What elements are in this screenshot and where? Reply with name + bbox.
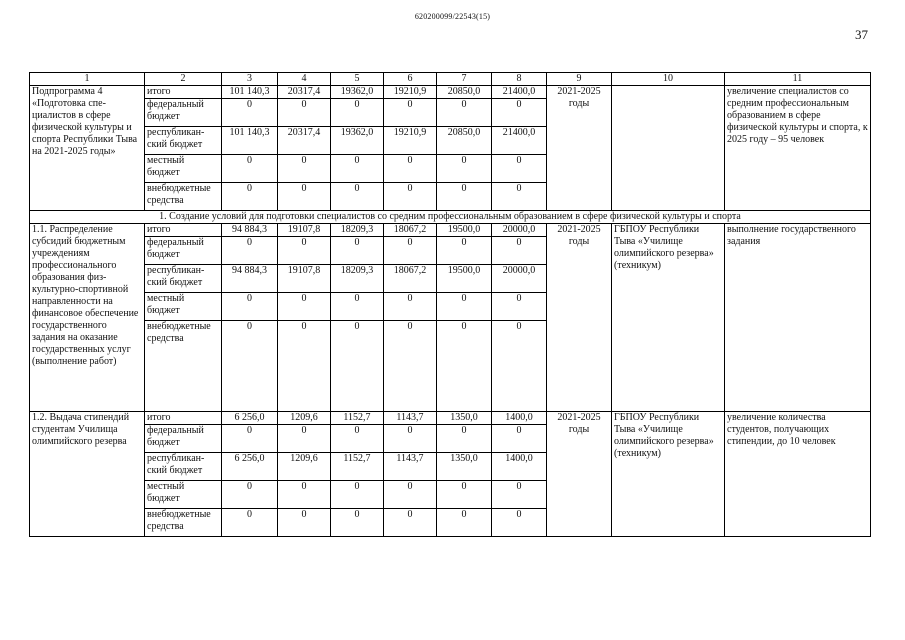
amount-cell: 0 [384, 237, 437, 265]
amount-cell: 0 [278, 321, 331, 412]
amount-cell: 21400,0 [492, 86, 547, 99]
amount-cell: 19362,0 [331, 127, 384, 155]
amount-cell: 0 [492, 481, 547, 509]
amount-cell: 0 [278, 183, 331, 211]
header-cell: 11 [725, 73, 871, 86]
header-cell: 5 [331, 73, 384, 86]
funding-source: итого [145, 224, 222, 237]
header-row [30, 73, 871, 86]
amount-cell: 0 [384, 509, 437, 537]
amount-cell: 1209,6 [278, 453, 331, 481]
amount-cell: 20000,0 [492, 224, 547, 237]
header-cell: 9 [547, 73, 612, 86]
amount-cell: 1152,7 [331, 412, 384, 425]
amount-cell: 20317,4 [278, 127, 331, 155]
executor-cell: ГБПОУ Республики Тыва «Училище олимпийского резерва» (техникум) [612, 224, 725, 412]
period-cell: 2021-2025 годы [547, 86, 612, 211]
amount-cell: 0 [492, 425, 547, 453]
amount-cell: 0 [437, 321, 492, 412]
amount-cell: 0 [222, 481, 278, 509]
amount-cell: 0 [331, 481, 384, 509]
amount-cell: 0 [278, 481, 331, 509]
amount-cell: 1143,7 [384, 412, 437, 425]
amount-cell: 0 [492, 99, 547, 127]
amount-cell: 0 [331, 99, 384, 127]
amount-cell: 0 [278, 155, 331, 183]
period-cell: 2021-2025 годы [547, 224, 612, 412]
funding-source: итого [145, 86, 222, 99]
funding-source: республиканский бюджет [145, 453, 222, 481]
amount-cell: 0 [437, 481, 492, 509]
amount-cell: 18209,3 [331, 265, 384, 293]
header-cell: 6 [384, 73, 437, 86]
funding-source: внебюджетные средства [145, 509, 222, 537]
activity-title: Подпрограмма 4 «Подготовка специалистов в сфере физической культуры и спорта Республики Тыва на 2021-2025 годы» [30, 86, 145, 211]
document-id: 620200099/22543(15) [414, 12, 491, 21]
program-table [29, 72, 871, 537]
amount-cell: 0 [437, 425, 492, 453]
amount-cell: 19107,8 [278, 265, 331, 293]
amount-cell: 0 [331, 509, 384, 537]
amount-cell: 0 [331, 237, 384, 265]
table-row [30, 224, 871, 237]
funding-source: федеральный бюджет [145, 425, 222, 453]
amount-cell: 0 [278, 237, 331, 265]
amount-cell: 0 [222, 425, 278, 453]
result-cell: увеличение специалистов со средним профессиональным образованием в сфере физической культуры и спорта, к 2025 году – 95 человек [725, 86, 871, 211]
amount-cell: 19210,9 [384, 127, 437, 155]
amount-cell: 0 [492, 183, 547, 211]
amount-cell: 0 [384, 99, 437, 127]
funding-source: местный бюджет [145, 155, 222, 183]
amount-cell: 1152,7 [331, 453, 384, 481]
amount-cell: 0 [222, 183, 278, 211]
amount-cell: 19107,8 [278, 224, 331, 237]
amount-cell: 19500,0 [437, 224, 492, 237]
table-body [30, 73, 871, 537]
amount-cell: 1143,7 [384, 453, 437, 481]
amount-cell: 20317,4 [278, 86, 331, 99]
amount-cell: 0 [384, 481, 437, 509]
funding-source: внебюджетные средства [145, 183, 222, 211]
amount-cell: 0 [492, 237, 547, 265]
amount-cell: 0 [492, 509, 547, 537]
amount-cell: 0 [384, 293, 437, 321]
amount-cell: 6 256,0 [222, 453, 278, 481]
amount-cell: 0 [492, 155, 547, 183]
amount-cell: 0 [492, 321, 547, 412]
amount-cell: 0 [492, 293, 547, 321]
funding-source: федеральный бюджет [145, 99, 222, 127]
result-cell: увеличение количества студентов, получающих стипендии, до 10 человек [725, 412, 871, 537]
amount-cell: 0 [437, 99, 492, 127]
amount-cell: 21400,0 [492, 127, 547, 155]
amount-cell: 19210,9 [384, 86, 437, 99]
amount-cell: 0 [222, 155, 278, 183]
amount-cell: 0 [437, 183, 492, 211]
header-cell: 4 [278, 73, 331, 86]
header-cell: 10 [612, 73, 725, 86]
amount-cell: 0 [331, 425, 384, 453]
amount-cell: 0 [437, 155, 492, 183]
amount-cell: 0 [222, 509, 278, 537]
header-cell: 8 [492, 73, 547, 86]
amount-cell: 0 [278, 99, 331, 127]
funding-source: федеральный бюджет [145, 237, 222, 265]
activity-title: 1.1. Распределение субсидий бюджетным учреждениям профессионального образования физкультурно-спортивной направленности на финансовое обеспечение государственного задания на оказание государственных услуг (выполнение работ) [30, 224, 145, 412]
amount-cell: 18209,3 [331, 224, 384, 237]
amount-cell: 0 [278, 509, 331, 537]
amount-cell: 101 140,3 [222, 86, 278, 99]
header-cell: 7 [437, 73, 492, 86]
amount-cell: 1350,0 [437, 453, 492, 481]
amount-cell: 0 [278, 293, 331, 321]
amount-cell: 0 [384, 183, 437, 211]
amount-cell: 1350,0 [437, 412, 492, 425]
section-row [30, 211, 871, 224]
amount-cell: 0 [331, 183, 384, 211]
period-cell: 2021-2025 годы [547, 412, 612, 537]
amount-cell: 0 [437, 293, 492, 321]
amount-cell: 101 140,3 [222, 127, 278, 155]
amount-cell: 94 884,3 [222, 265, 278, 293]
executor-cell: ГБПОУ Республики Тыва «Училище олимпийского резерва» (техникум) [612, 412, 725, 537]
amount-cell: 6 256,0 [222, 412, 278, 425]
funding-source: итого [145, 412, 222, 425]
amount-cell: 0 [222, 99, 278, 127]
funding-source: республиканский бюджет [145, 265, 222, 293]
funding-source: местный бюджет [145, 293, 222, 321]
amount-cell: 0 [384, 155, 437, 183]
amount-cell: 1400,0 [492, 412, 547, 425]
amount-cell: 20000,0 [492, 265, 547, 293]
amount-cell: 20850,0 [437, 127, 492, 155]
result-cell: выполнение государственного задания [725, 224, 871, 412]
amount-cell: 0 [222, 321, 278, 412]
amount-cell: 19362,0 [331, 86, 384, 99]
amount-cell: 18067,2 [384, 265, 437, 293]
amount-cell: 20850,0 [437, 86, 492, 99]
amount-cell: 1400,0 [492, 453, 547, 481]
section-title: 1. Создание условий для подготовки специалистов со средним профессиональным образованием в сфере физической культуры и спорта [30, 211, 871, 224]
header-cell: 2 [145, 73, 222, 86]
header-cell: 3 [222, 73, 278, 86]
page-number: 37 [855, 27, 868, 42]
amount-cell: 0 [331, 321, 384, 412]
amount-cell: 0 [437, 509, 492, 537]
amount-cell: 0 [222, 237, 278, 265]
funding-source: местный бюджет [145, 481, 222, 509]
amount-cell: 0 [384, 321, 437, 412]
amount-cell: 19500,0 [437, 265, 492, 293]
amount-cell: 0 [331, 155, 384, 183]
executor-cell [612, 86, 725, 211]
funding-source: республиканский бюджет [145, 127, 222, 155]
amount-cell: 0 [331, 293, 384, 321]
funding-source: внебюджетные средства [145, 321, 222, 412]
amount-cell: 18067,2 [384, 224, 437, 237]
amount-cell: 0 [437, 237, 492, 265]
activity-title: 1.2. Выдача стипендий студентам Училища олимпийского резерва [30, 412, 145, 537]
amount-cell: 94 884,3 [222, 224, 278, 237]
table-row [30, 412, 871, 425]
amount-cell: 0 [384, 425, 437, 453]
amount-cell: 0 [278, 425, 331, 453]
header-cell: 1 [30, 73, 145, 86]
amount-cell: 1209,6 [278, 412, 331, 425]
table-row [30, 86, 871, 99]
amount-cell: 0 [222, 293, 278, 321]
